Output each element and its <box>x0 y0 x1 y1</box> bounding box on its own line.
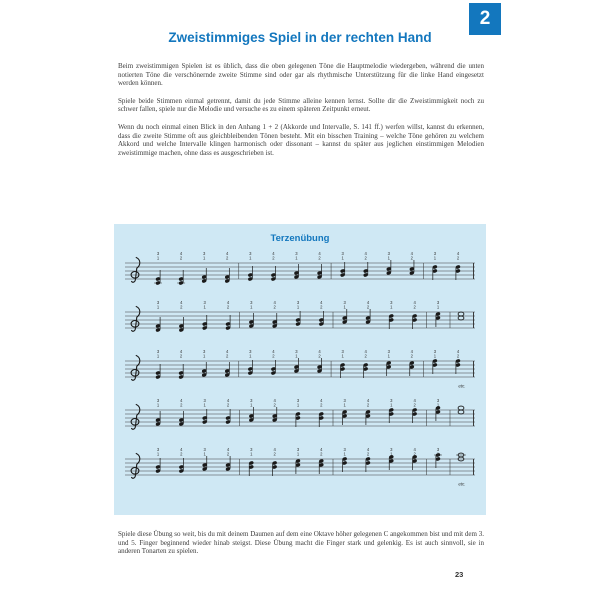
svg-text:2: 2 <box>410 353 414 359</box>
svg-text:3: 3 <box>296 397 300 403</box>
svg-text:3: 3 <box>343 397 346 403</box>
svg-text:1: 1 <box>390 304 393 310</box>
svg-text:4: 4 <box>366 446 370 452</box>
svg-text:1: 1 <box>295 353 298 359</box>
svg-text:1: 1 <box>341 353 344 359</box>
exercise-title: Terzenübung <box>270 233 330 244</box>
music-staff <box>122 445 478 493</box>
svg-text:3: 3 <box>203 299 206 305</box>
svg-text:4: 4 <box>410 348 414 354</box>
svg-text:2: 2 <box>364 255 367 261</box>
svg-text:2: 2 <box>364 353 367 359</box>
music-staff <box>122 347 478 395</box>
svg-text:1: 1 <box>390 402 393 408</box>
svg-text:2: 2 <box>413 451 416 457</box>
svg-text:3: 3 <box>436 299 440 305</box>
svg-text:1: 1 <box>202 353 206 359</box>
svg-text:2: 2 <box>456 255 460 261</box>
svg-text:2: 2 <box>318 255 321 261</box>
svg-text:4: 4 <box>226 250 229 256</box>
body-text <box>118 62 484 166</box>
svg-text:4: 4 <box>180 397 183 403</box>
svg-text:2: 2 <box>273 451 276 457</box>
svg-text:3: 3 <box>436 446 440 452</box>
music-staff <box>122 298 478 346</box>
svg-text:4: 4 <box>413 397 416 403</box>
svg-text:1: 1 <box>250 451 253 457</box>
svg-text:3: 3 <box>296 446 300 452</box>
svg-text:3: 3 <box>249 348 252 354</box>
svg-text:4: 4 <box>456 348 460 354</box>
svg-text:4: 4 <box>180 299 183 305</box>
svg-text:etc.: etc. <box>458 383 466 389</box>
svg-text:4: 4 <box>320 299 323 305</box>
svg-text:1: 1 <box>156 255 160 261</box>
svg-text:2: 2 <box>410 255 414 261</box>
svg-text:1: 1 <box>436 451 440 457</box>
svg-text:2: 2 <box>456 353 460 359</box>
svg-text:4: 4 <box>366 299 370 305</box>
svg-text:1: 1 <box>390 451 393 457</box>
svg-text:1: 1 <box>387 353 390 359</box>
svg-text:3: 3 <box>203 397 206 403</box>
svg-text:3: 3 <box>203 446 206 452</box>
svg-text:4: 4 <box>318 348 321 354</box>
svg-text:2: 2 <box>179 353 183 359</box>
paragraph-3: Wenn du noch einmal einen Blick in den Anhang 1 + 2 (Akkorde und Intervalle, S. 141 ff.) werfen willst, kannst du erkennen, dass die zweite Stimme oft aus gleichbleibenden Tönen besteht. Mit ein bisschen Training – welche Töne gehören zu welchem Akkord und welche Intervalle klingen harmonisch oder dissonant – kannst du später aus jeglichen einstimmigen Melodien zweistimmige machen, ohne dass es ausgeschrieben ist. <box>118 122 484 157</box>
svg-text:2: 2 <box>226 402 230 408</box>
svg-text:1: 1 <box>343 304 346 310</box>
svg-text:3: 3 <box>156 397 160 403</box>
svg-text:3: 3 <box>250 446 253 452</box>
svg-text:3: 3 <box>296 299 300 305</box>
svg-text:4: 4 <box>272 250 275 256</box>
svg-text:3: 3 <box>202 250 206 256</box>
svg-text:2: 2 <box>226 255 229 261</box>
music-staves <box>114 249 486 493</box>
svg-text:1: 1 <box>341 255 344 261</box>
svg-text:3: 3 <box>433 348 437 354</box>
svg-text:4: 4 <box>320 446 323 452</box>
svg-text:2: 2 <box>320 451 323 457</box>
svg-text:1: 1 <box>156 304 160 310</box>
svg-text:1: 1 <box>296 451 300 457</box>
svg-text:2: 2 <box>226 353 229 359</box>
page-number: 23 <box>455 570 464 579</box>
svg-text:4: 4 <box>179 348 183 354</box>
svg-text:1: 1 <box>249 353 252 359</box>
svg-text:1: 1 <box>156 451 160 457</box>
svg-text:2: 2 <box>273 304 276 310</box>
svg-text:3: 3 <box>390 446 393 452</box>
svg-text:2: 2 <box>180 402 183 408</box>
svg-text:3: 3 <box>295 348 298 354</box>
svg-text:2: 2 <box>226 451 230 457</box>
svg-text:2: 2 <box>366 451 370 457</box>
svg-text:4: 4 <box>364 348 367 354</box>
svg-text:1: 1 <box>296 304 300 310</box>
svg-text:4: 4 <box>180 446 183 452</box>
svg-text:1: 1 <box>436 304 440 310</box>
svg-text:2: 2 <box>366 304 370 310</box>
svg-text:1: 1 <box>203 451 206 457</box>
svg-text:4: 4 <box>413 299 416 305</box>
svg-text:1: 1 <box>250 304 253 310</box>
svg-text:3: 3 <box>387 348 390 354</box>
svg-text:1: 1 <box>295 255 298 261</box>
svg-text:3: 3 <box>343 446 346 452</box>
closing-paragraph: Spiele diese Übung so weit, bis du mit deinem Daumen auf dem eine Oktave höher gelegenen C angekommen bist und mit dem 3. und 5. Finger beginnend wieder hinab steigst. Diese Übung macht die Finger stark und gelenkig. Es ist auch sinnvoll, sie in anderen Tonarten zu spielen. <box>118 530 484 556</box>
paragraph-2: Spiele beide Stimmen einmal getrennt, damit du jede Stimme alleine kennen lernst. Sollte dir die Zweistimmigkeit noch zu schwer fallen, spiele nur die Melodie und versuche es zu einem späteren Zeitpunkt erneut. <box>118 96 484 114</box>
svg-text:3: 3 <box>343 299 346 305</box>
svg-text:1: 1 <box>202 255 206 261</box>
svg-text:4: 4 <box>273 446 276 452</box>
svg-text:4: 4 <box>413 446 416 452</box>
svg-text:4: 4 <box>273 397 276 403</box>
svg-text:2: 2 <box>413 402 416 408</box>
svg-text:1: 1 <box>343 451 346 457</box>
svg-text:3: 3 <box>156 250 160 256</box>
svg-text:3: 3 <box>387 250 390 256</box>
svg-text:3: 3 <box>156 348 160 354</box>
svg-text:1: 1 <box>249 255 252 261</box>
svg-text:2: 2 <box>320 402 323 408</box>
svg-text:4: 4 <box>226 397 230 403</box>
svg-text:1: 1 <box>433 255 437 261</box>
svg-text:2: 2 <box>179 255 183 261</box>
svg-text:3: 3 <box>341 348 344 354</box>
svg-text:4: 4 <box>226 299 230 305</box>
svg-text:3: 3 <box>156 446 160 452</box>
svg-text:1: 1 <box>250 402 253 408</box>
svg-text:4: 4 <box>410 250 414 256</box>
svg-text:4: 4 <box>318 250 321 256</box>
svg-text:3: 3 <box>250 299 253 305</box>
svg-text:3: 3 <box>295 250 298 256</box>
svg-text:4: 4 <box>320 397 323 403</box>
svg-text:1: 1 <box>296 402 300 408</box>
svg-text:1: 1 <box>436 402 440 408</box>
svg-text:1: 1 <box>156 402 160 408</box>
svg-text:4: 4 <box>272 348 275 354</box>
svg-text:2: 2 <box>272 255 275 261</box>
svg-text:4: 4 <box>226 446 230 452</box>
svg-text:4: 4 <box>364 250 367 256</box>
svg-text:2: 2 <box>366 402 370 408</box>
chapter-number: 2 <box>479 8 491 29</box>
svg-text:3: 3 <box>249 250 252 256</box>
svg-text:3: 3 <box>156 299 160 305</box>
svg-text:3: 3 <box>390 397 393 403</box>
svg-text:1: 1 <box>203 402 206 408</box>
svg-text:2: 2 <box>413 304 416 310</box>
svg-text:4: 4 <box>273 299 276 305</box>
svg-text:2: 2 <box>226 304 230 310</box>
music-staff <box>122 249 478 297</box>
svg-text:3: 3 <box>433 250 437 256</box>
svg-text:2: 2 <box>180 304 183 310</box>
svg-text:2: 2 <box>273 402 276 408</box>
svg-text:4: 4 <box>226 348 229 354</box>
svg-text:4: 4 <box>179 250 183 256</box>
svg-text:2: 2 <box>320 304 323 310</box>
svg-text:1: 1 <box>433 353 437 359</box>
exercise-box <box>114 224 486 515</box>
svg-text:2: 2 <box>272 353 275 359</box>
svg-text:3: 3 <box>436 397 440 403</box>
svg-text:1: 1 <box>203 304 206 310</box>
music-staff <box>122 396 478 444</box>
svg-text:4: 4 <box>456 250 460 256</box>
svg-text:2: 2 <box>180 451 183 457</box>
svg-text:3: 3 <box>341 250 344 256</box>
svg-text:1: 1 <box>156 353 160 359</box>
paragraph-1: Beim zweistimmigen Spielen ist es üblich, dass die oben gelegenen Töne die Hauptmelodie wiedergeben, während die unten notierten Töne die verschönernde zweite Stimme sind oder gar als rhythmische Unterstützung für die linke Hand eingesetzt werden können. <box>118 62 484 88</box>
page-title: Zweistimmiges Spiel in der rechten Hand <box>168 30 432 45</box>
svg-text:3: 3 <box>202 348 206 354</box>
svg-text:2: 2 <box>318 353 321 359</box>
svg-text:1: 1 <box>387 255 390 261</box>
svg-text:etc.: etc. <box>458 481 466 487</box>
svg-text:4: 4 <box>366 397 370 403</box>
svg-text:1: 1 <box>343 402 346 408</box>
svg-text:3: 3 <box>250 397 253 403</box>
svg-text:3: 3 <box>390 299 393 305</box>
